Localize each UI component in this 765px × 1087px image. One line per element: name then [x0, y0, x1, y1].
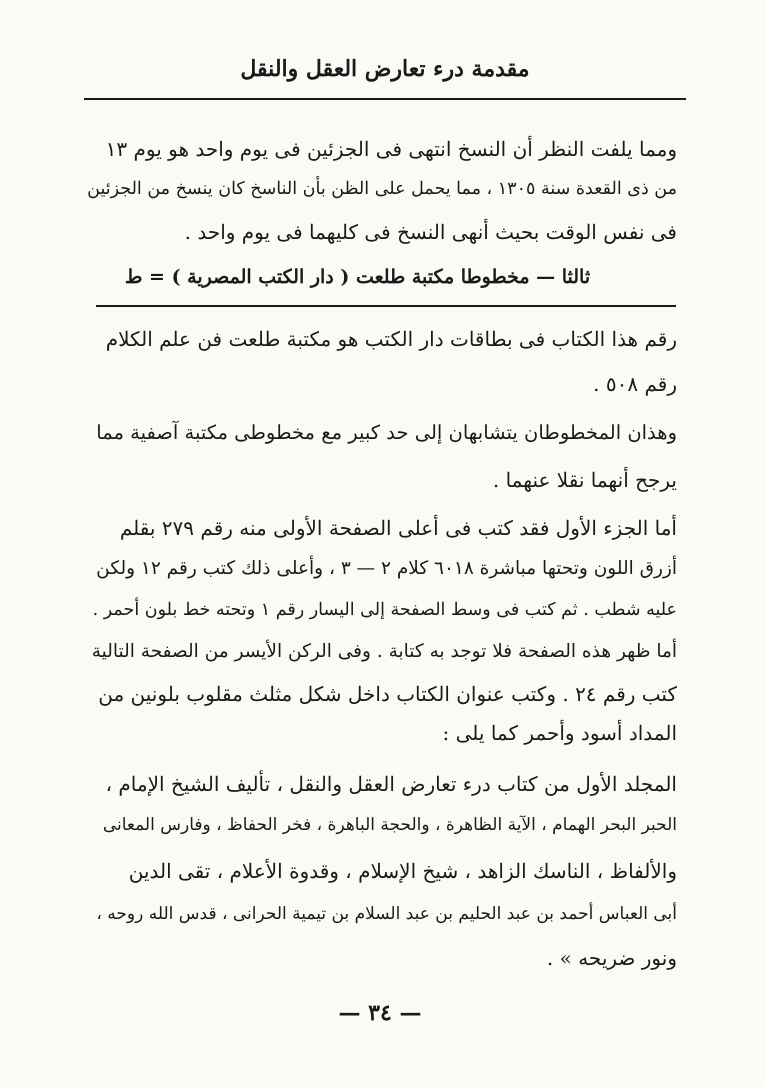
text-line: أزرق اللون وتحتها مباشرة ٦٠١٨ كلام ٢ — ٣ ، وأعلى ذلك كتب رقم ١٢ ولكن	[96, 558, 677, 579]
text-line: ومما يلفت النظر أن النسخ انتهى فى الجزئين فى يوم واحد هو يوم ١٣	[105, 137, 677, 161]
text-line: والألفاظ ، الناسك الزاهد ، شيخ الإسلام ، وقدوة الأعلام ، تقى الدين	[128, 859, 677, 883]
running-header: مقدمة درء تعارض العقل والنقل	[240, 56, 530, 82]
text-line: رقم هذا الكتاب فى بطاقات دار الكتب هو مكتبة طلعت فن علم الكلام	[105, 327, 677, 351]
text-line: أبى العباس أحمد بن عبد الحليم بن عبد السلام بن تيمية الحرانى ، قدس الله روحه ،	[96, 904, 677, 924]
heading-divider	[96, 305, 676, 307]
text-line: وهذان المخطوطان يتشابهان إلى حد كبير مع مخطوطى مكتبة آصفية مما	[96, 421, 677, 444]
text-line: أما الجزء الأول فقد كتب فى أعلى الصفحة الأولى منه رقم ٢٧٩ بقلم	[119, 516, 677, 540]
text-line: ونور ضريحه » .	[546, 946, 677, 970]
text-line: أما ظهر هذه الصفحة فلا توجد به كتابة . وفى الركن الأيسر من الصفحة التالية	[91, 641, 677, 662]
text-line: يرجح أنهما نقلا عنهما .	[492, 468, 677, 492]
text-line: الحبر البحر الهمام ، الآية الظاهرة ، والحجة الباهرة ، فخر الحفاظ ، وفارس المعانى	[102, 815, 677, 835]
text-line: المداد أسود وأحمر كما يلى :	[442, 721, 677, 745]
text-line: من ذى القعدة سنة ١٣٠٥ ، مما يحمل على الظن بأن الناسخ كان ينسخ من الجزئين	[87, 179, 677, 199]
text-line: المجلد الأول من كتاب درء تعارض العقل والنقل ، تأليف الشيخ الإمام ،	[105, 772, 677, 796]
text-line: كتب رقم ٢٤ . وكتب عنوان الكتاب داخل شكل مثلث مقلوب بلونين من	[98, 682, 677, 706]
text-line: رقم ٥٠٨ .	[593, 372, 677, 396]
text-line: فى نفس الوقت بحيث أنهى النسخ فى كليهما فى يوم واحد .	[184, 220, 677, 244]
text-line: عليه شطب . ثم كتب فى وسط الصفحة إلى اليسار رقم ١ وتحته خط بلون أحمر .	[92, 600, 677, 620]
page-number: — ٣٤ —	[338, 1000, 422, 1026]
header-divider	[84, 98, 686, 100]
section-heading: ثالثا — مخطوطا مكتبة طلعت ( دار الكتب المصرية ) = ط	[124, 266, 591, 288]
